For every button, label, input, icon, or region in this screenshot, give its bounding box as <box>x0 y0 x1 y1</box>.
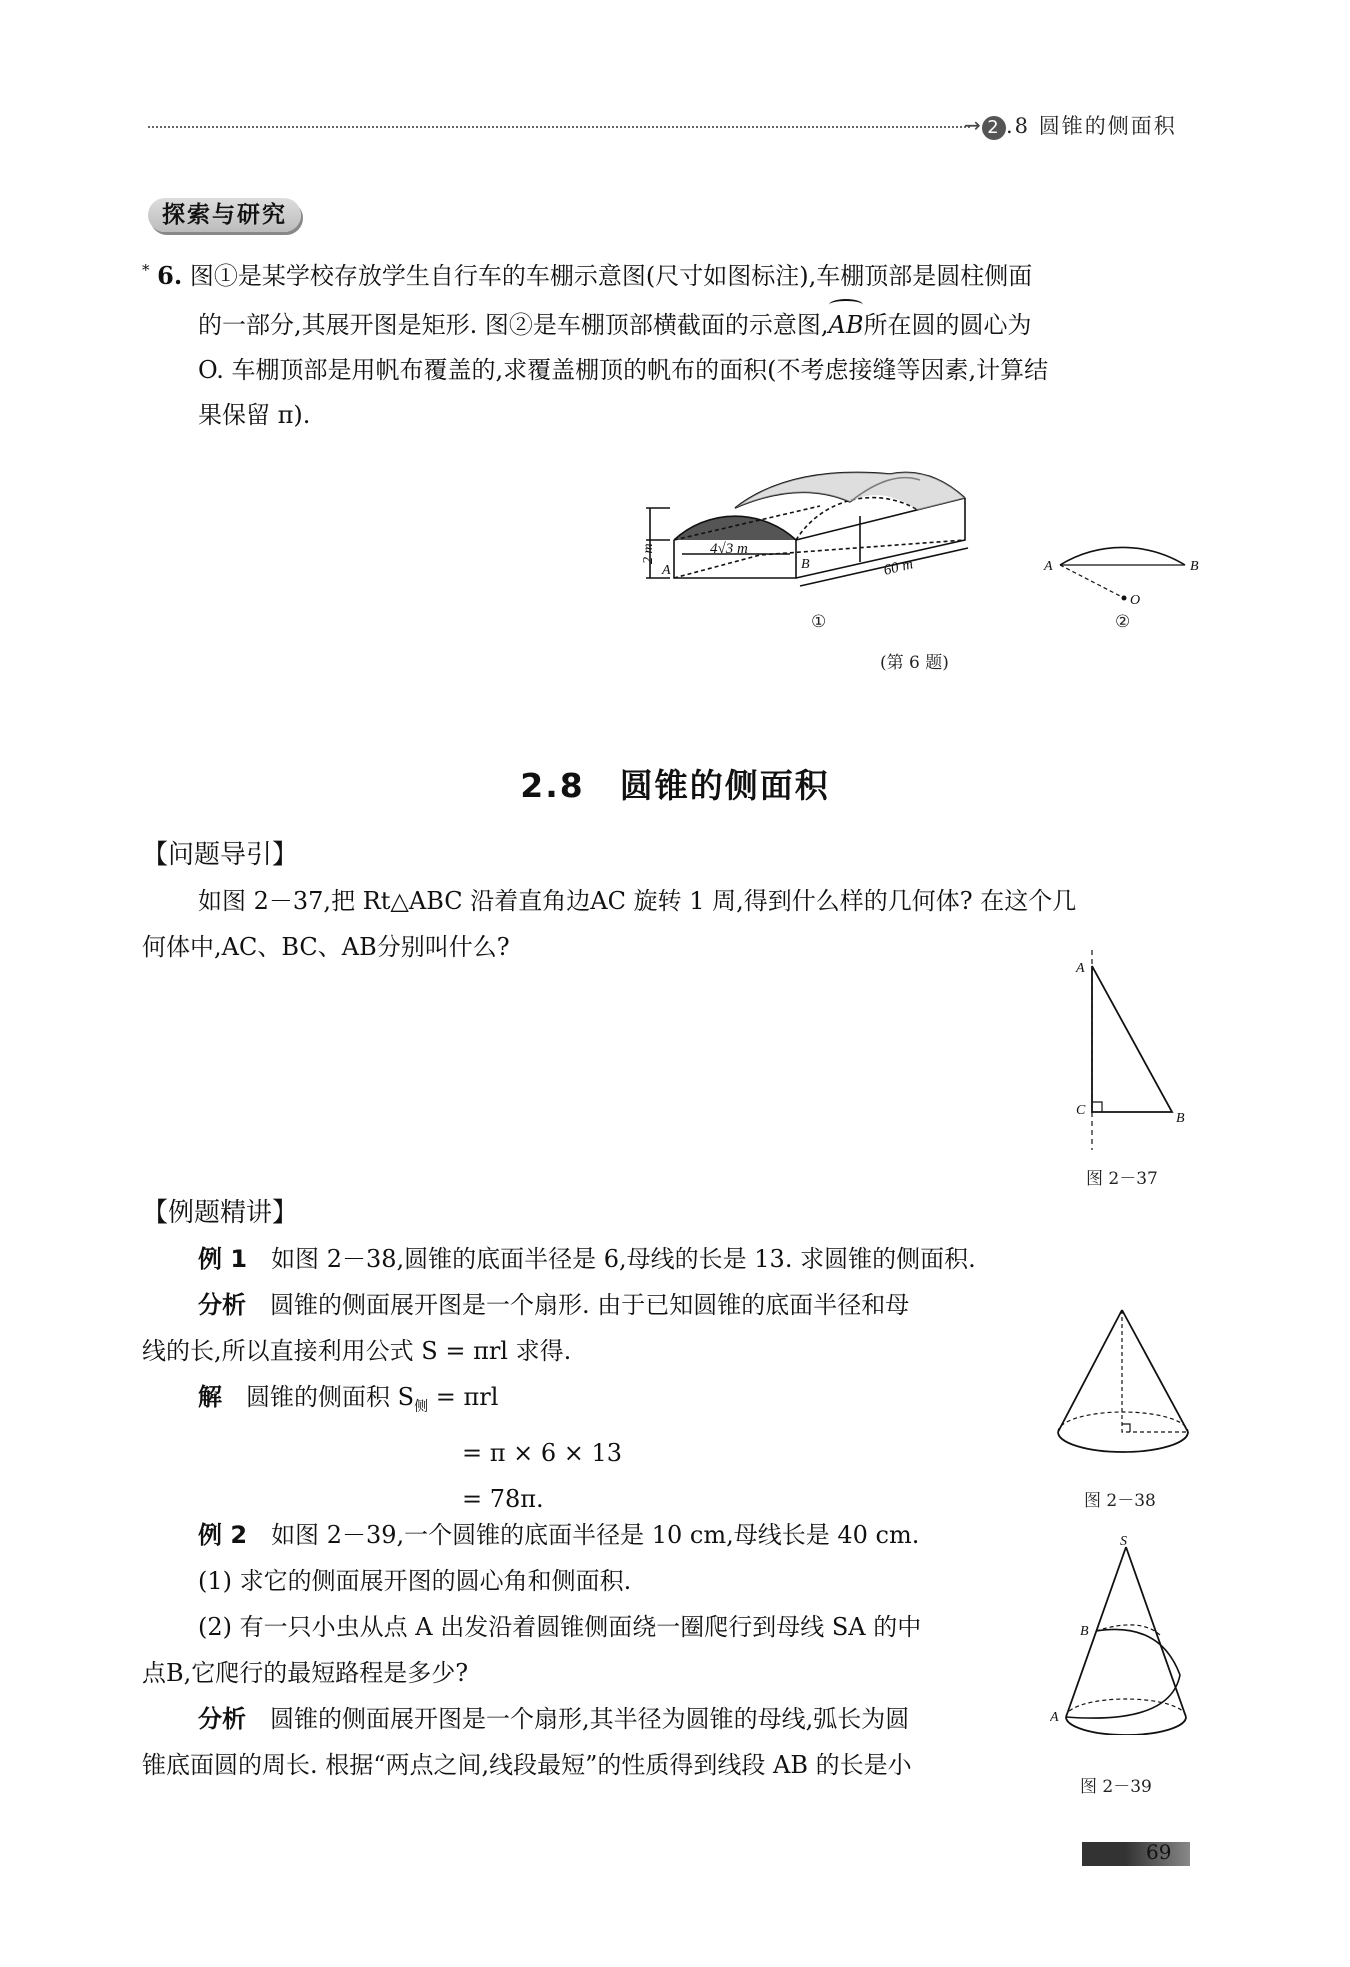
problem-text: 图①是某学校存放学生自行车的车棚示意图(尺寸如图标注),车棚顶部是圆柱侧面 <box>189 262 1033 290</box>
guide-line-2: 何体中,AC、BC、AB分别叫什么? <box>142 933 510 961</box>
page-number-bar <box>1082 1842 1190 1866</box>
figure-caption-problem-6: (第 6 题) <box>880 653 949 673</box>
problem-6-line-4 <box>142 393 1202 438</box>
problem-6 <box>142 248 1202 438</box>
fig237-point-c: C <box>1076 1103 1086 1118</box>
guide-heading: 【问题导引】 <box>142 840 299 870</box>
example-2-label: 例 2 <box>198 1521 248 1549</box>
fig1-point-a: A <box>662 563 671 578</box>
fig237-point-b: B <box>1176 1111 1185 1126</box>
problem-number: 6. <box>157 261 183 290</box>
fig1-width-label: 4√3 m <box>710 541 748 557</box>
running-header <box>982 110 1177 140</box>
analysis-label: 分析 <box>198 1291 246 1319</box>
example-2-text: 如图 2－39,一个圆锥的底面半径是 10 cm,母线长是 40 cm. <box>271 1521 920 1549</box>
example-2-question-2: (2) 有一只小虫从点 A 出发沿着圆锥侧面绕一圈爬行到母线 SA 的中 <box>198 1613 922 1641</box>
fig239-point-a: A <box>1050 1710 1059 1725</box>
example-1-analysis-line-2: 线的长,所以直接利用公式 S = πrl 求得. <box>142 1337 572 1365</box>
arc-ab: AB <box>829 303 864 348</box>
problem-6-line-3 <box>142 348 1202 393</box>
fig1-tag: ① <box>811 612 827 632</box>
header-arrow-icon: → <box>964 113 981 137</box>
fig237-point-a: A <box>1076 961 1085 976</box>
examples-heading: 【例题精讲】 <box>142 1198 299 1228</box>
guide-line-1: 如图 2－37,把 Rt△ABC 沿着直角边AC 旋转 1 周,得到什么样的几何体? 在这个几 <box>198 887 1077 915</box>
example-1-text: 如图 2－38,圆锥的底面半径是 6,母线的长是 13. 求圆锥的侧面积. <box>271 1245 976 1273</box>
analysis-text: 圆锥的侧面展开图是一个扇形,其半径为圆锥的母线,弧长为圆 <box>270 1705 910 1733</box>
analysis-text: 圆锥的侧面展开图是一个扇形. 由于已知圆锥的底面半径和母 <box>270 1291 910 1319</box>
header-section-title: .8 圆锥的侧面积 <box>1006 114 1177 138</box>
problem-text: 所在圆的圆心为 <box>863 311 1032 339</box>
figure-2-38-cone <box>1050 1300 1200 1460</box>
explore-badge: 探索与研究 <box>148 198 301 232</box>
analysis-label: 分析 <box>198 1705 246 1733</box>
example-1-label: 例 1 <box>198 1245 248 1273</box>
fig2-point-o: O <box>1130 593 1141 608</box>
fig1-length-label: 60 m <box>882 556 915 579</box>
star-mark: * <box>142 261 150 279</box>
solution-text: = πrl <box>428 1383 499 1411</box>
problem-6-line-2 <box>142 303 1202 348</box>
page-number: 69 <box>1146 1840 1172 1864</box>
figure-2-39-cone <box>1050 1535 1200 1735</box>
figure-2-37-triangle <box>1060 950 1200 1160</box>
fig238-caption: 图 2－38 <box>1084 1491 1156 1511</box>
solution-line-3: = 78π. <box>462 1484 544 1513</box>
solution-line-1 <box>142 1374 1042 1430</box>
fig2-point-a: A <box>1044 559 1053 574</box>
header-rule <box>148 126 970 128</box>
problem-text: 果保留 π). <box>198 401 311 429</box>
fig2-point-b: B <box>1190 559 1199 574</box>
chapter-circle-number: 2 <box>982 116 1006 140</box>
fig2-tag: ② <box>1115 612 1131 632</box>
example-1-analysis-line-1 <box>142 1282 1042 1328</box>
example-2-question-1: (1) 求它的侧面展开图的圆心角和侧面积. <box>198 1567 632 1595</box>
solution-subscript: 侧 <box>414 1398 429 1415</box>
problem-text: 的一部分,其展开图是矩形. 图②是车棚顶部横截面的示意图, <box>198 311 829 339</box>
example-2-analysis-line-2: 锥底面圆的周长. 根据“两点之间,线段最短”的性质得到线段 AB 的长是小 <box>142 1751 912 1779</box>
fig239-point-s: S <box>1120 1535 1127 1549</box>
fig1-point-b: B <box>801 557 810 572</box>
guide-text <box>142 878 1202 970</box>
figure-bike-shed <box>640 450 980 590</box>
fig239-caption: 图 2－39 <box>1080 1777 1152 1797</box>
solution-line-2: = π × 6 × 13 <box>462 1438 623 1467</box>
example-2-analysis-line-1 <box>142 1696 1042 1742</box>
example-2-block <box>142 1512 1042 1788</box>
figure-arc-section <box>1040 520 1210 610</box>
example-2-question-2-cont: 点B,它爬行的最短路程是多少? <box>142 1659 469 1687</box>
fig239-point-b: B <box>1080 1624 1089 1639</box>
fig1-height-label: 2 m <box>641 543 656 564</box>
solution-text: 圆锥的侧面积 S <box>246 1383 415 1411</box>
problem-6-line-1 <box>142 248 1202 299</box>
problem-text: O. 车棚顶部是用帆布覆盖的,求覆盖棚顶的帆布的面积(不考虑接缝等因素,计算结 <box>198 356 1049 384</box>
section-title: 2.8 圆锥的侧面积 <box>520 766 830 805</box>
example-1-block <box>142 1236 1042 1522</box>
example-2-line <box>142 1512 1042 1558</box>
solution-label: 解 <box>198 1383 222 1411</box>
example-1-line <box>142 1236 1042 1282</box>
fig237-caption: 图 2－37 <box>1086 1169 1158 1189</box>
